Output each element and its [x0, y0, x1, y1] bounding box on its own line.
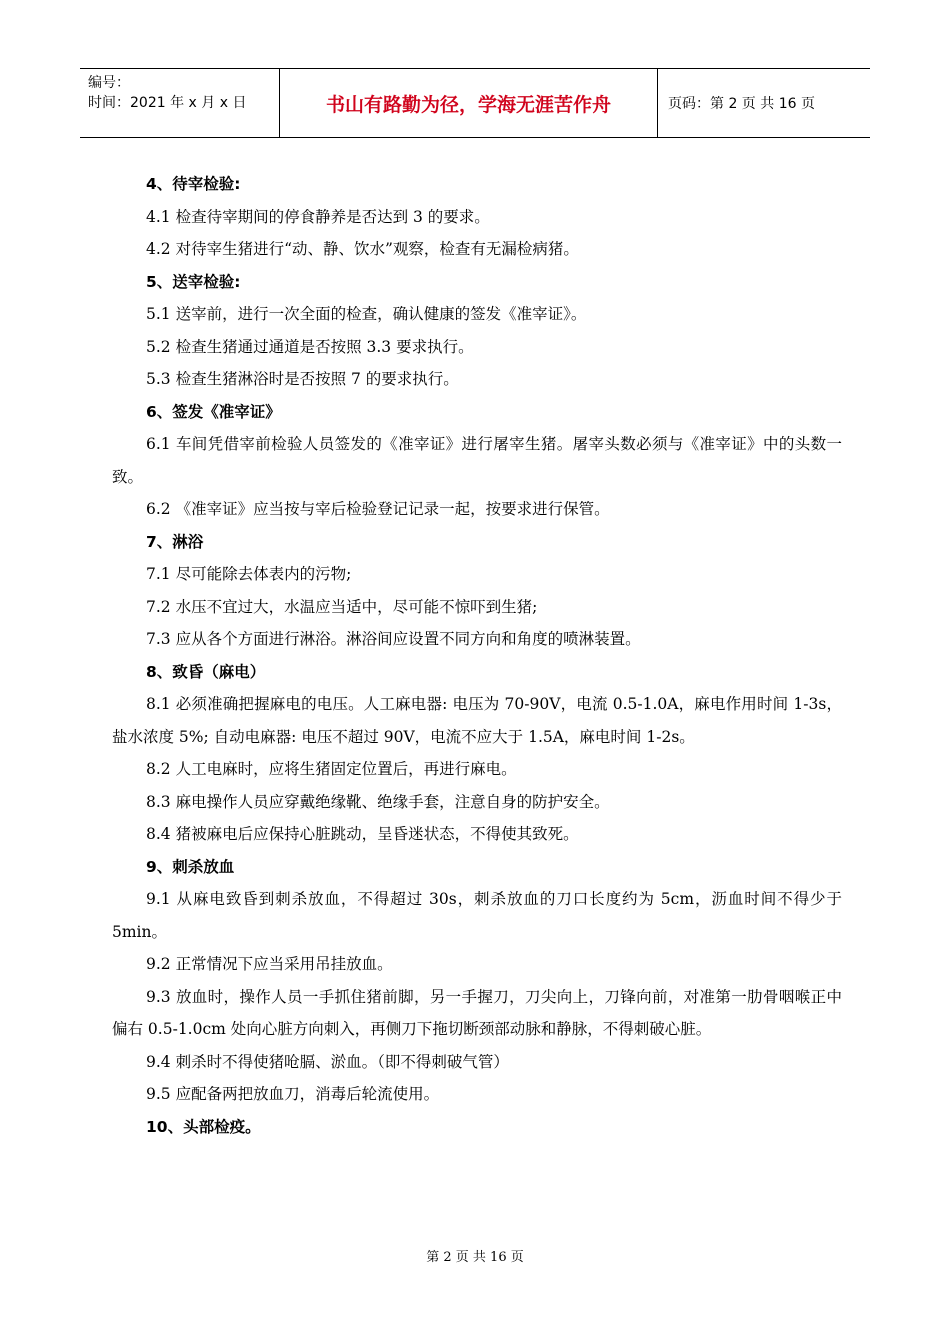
- section-heading: 6、签发《准宰证》: [146, 402, 281, 421]
- section-heading: 10、头部检疫。: [146, 1117, 261, 1136]
- header-motto: 书山有路勤为径，学海无涯苦作舟: [280, 69, 658, 137]
- time-label: 时间：2021 年 x 月 x 日: [88, 95, 247, 111]
- paragraph: 8.4 猪被麻电后应保持心脏跳动，呈昏迷状态，不得使其致死。: [146, 825, 579, 843]
- section-heading: 4、待宰检验:: [146, 175, 241, 193]
- paragraph: 4.1 检查待宰期间的停食静养是否达到 3 的要求。: [146, 207, 490, 226]
- paragraph: 7.2 水压不宜过大，水温应当适中，尽可能不惊吓到生猪;: [146, 597, 538, 616]
- header-page-info: 页码：第 2 页 共 16 页: [668, 96, 815, 112]
- paragraph: 5.1 送宰前，进行一次全面的检查，确认健康的签发《准宰证》。: [146, 305, 587, 323]
- section-heading: 5、送宰检验:: [146, 272, 241, 291]
- paragraph: 9.4 刺杀时不得使猪呛膈、淤血。（即不得刺破气管）: [146, 1052, 509, 1071]
- paragraph: 9.1 从麻电致昏到刺杀放血，不得超过 30s，刺杀放血的刀口长度约为 5cm，沥血时间不得少于 5min。: [112, 890, 842, 941]
- paragraph: 9.3 放血时，操作人员一手抓住猪前脚，另一手握刀，刀尖向上，刀锋向前，对准第一肋骨咽喉正中偏右 0.5-1.0cm 处向心脏方向刺入，再侧刀下拖切断颈部动脉和静脉，不得刺破心脏。: [112, 987, 842, 1038]
- paragraph: 6.1 车间凭借宰前检验人员签发的《准宰证》进行屠宰生猪。屠宰头数必须与《准宰证》中的头数一致。: [112, 435, 842, 486]
- paragraph: 8.2 人工电麻时，应将生猪固定位置后，再进行麻电。: [146, 760, 517, 778]
- number-label: 编号：: [88, 75, 130, 91]
- paragraph: 8.3 麻电操作人员应穿戴绝缘靴、绝缘手套，注意自身的防护安全。: [146, 792, 610, 811]
- paragraph: 7.3 应从各个方面进行淋浴。淋浴间应设置不同方向和角度的喷淋装置。: [146, 630, 641, 648]
- paragraph: 6.2 《准宰证》应当按与宰后检验登记记录一起，按要求进行保管。: [146, 500, 610, 518]
- section-heading: 8、致昏（麻电）: [146, 662, 266, 681]
- paragraph: 5.2 检查生猪通过通道是否按照 3.3 要求执行。: [146, 337, 474, 356]
- page-footer: 第 2 页 共 16 页: [426, 1250, 524, 1265]
- section-heading: 7、淋浴: [146, 532, 204, 551]
- paragraph: 4.2 对待宰生猪进行“动、静、饮水”观察，检查有无漏检病猪。: [146, 240, 579, 258]
- page-header: [80, 68, 870, 138]
- paragraph: 9.5 应配备两把放血刀，消毒后轮流使用。: [146, 1085, 440, 1103]
- paragraph: 9.2 正常情况下应当采用吊挂放血。: [146, 955, 393, 973]
- paragraph: 8.1 必须准确把握麻电的电压。人工麻电器: 电压为 70-90V，电流 0.5-1.0A，麻电作用时间 1-3s，盐水浓度 5%; 自动电麻器: 电压不超过 90V，电流不应大于 1.5A，麻电时间 1-2s。: [112, 695, 842, 746]
- document-body: [112, 168, 842, 1143]
- paragraph: 5.3 检查生猪淋浴时是否按照 7 的要求执行。: [146, 370, 459, 388]
- paragraph: 7.1 尽可能除去体表内的污物;: [146, 565, 352, 583]
- header-meta: [80, 69, 280, 137]
- section-heading: 9、刺杀放血: [146, 857, 235, 876]
